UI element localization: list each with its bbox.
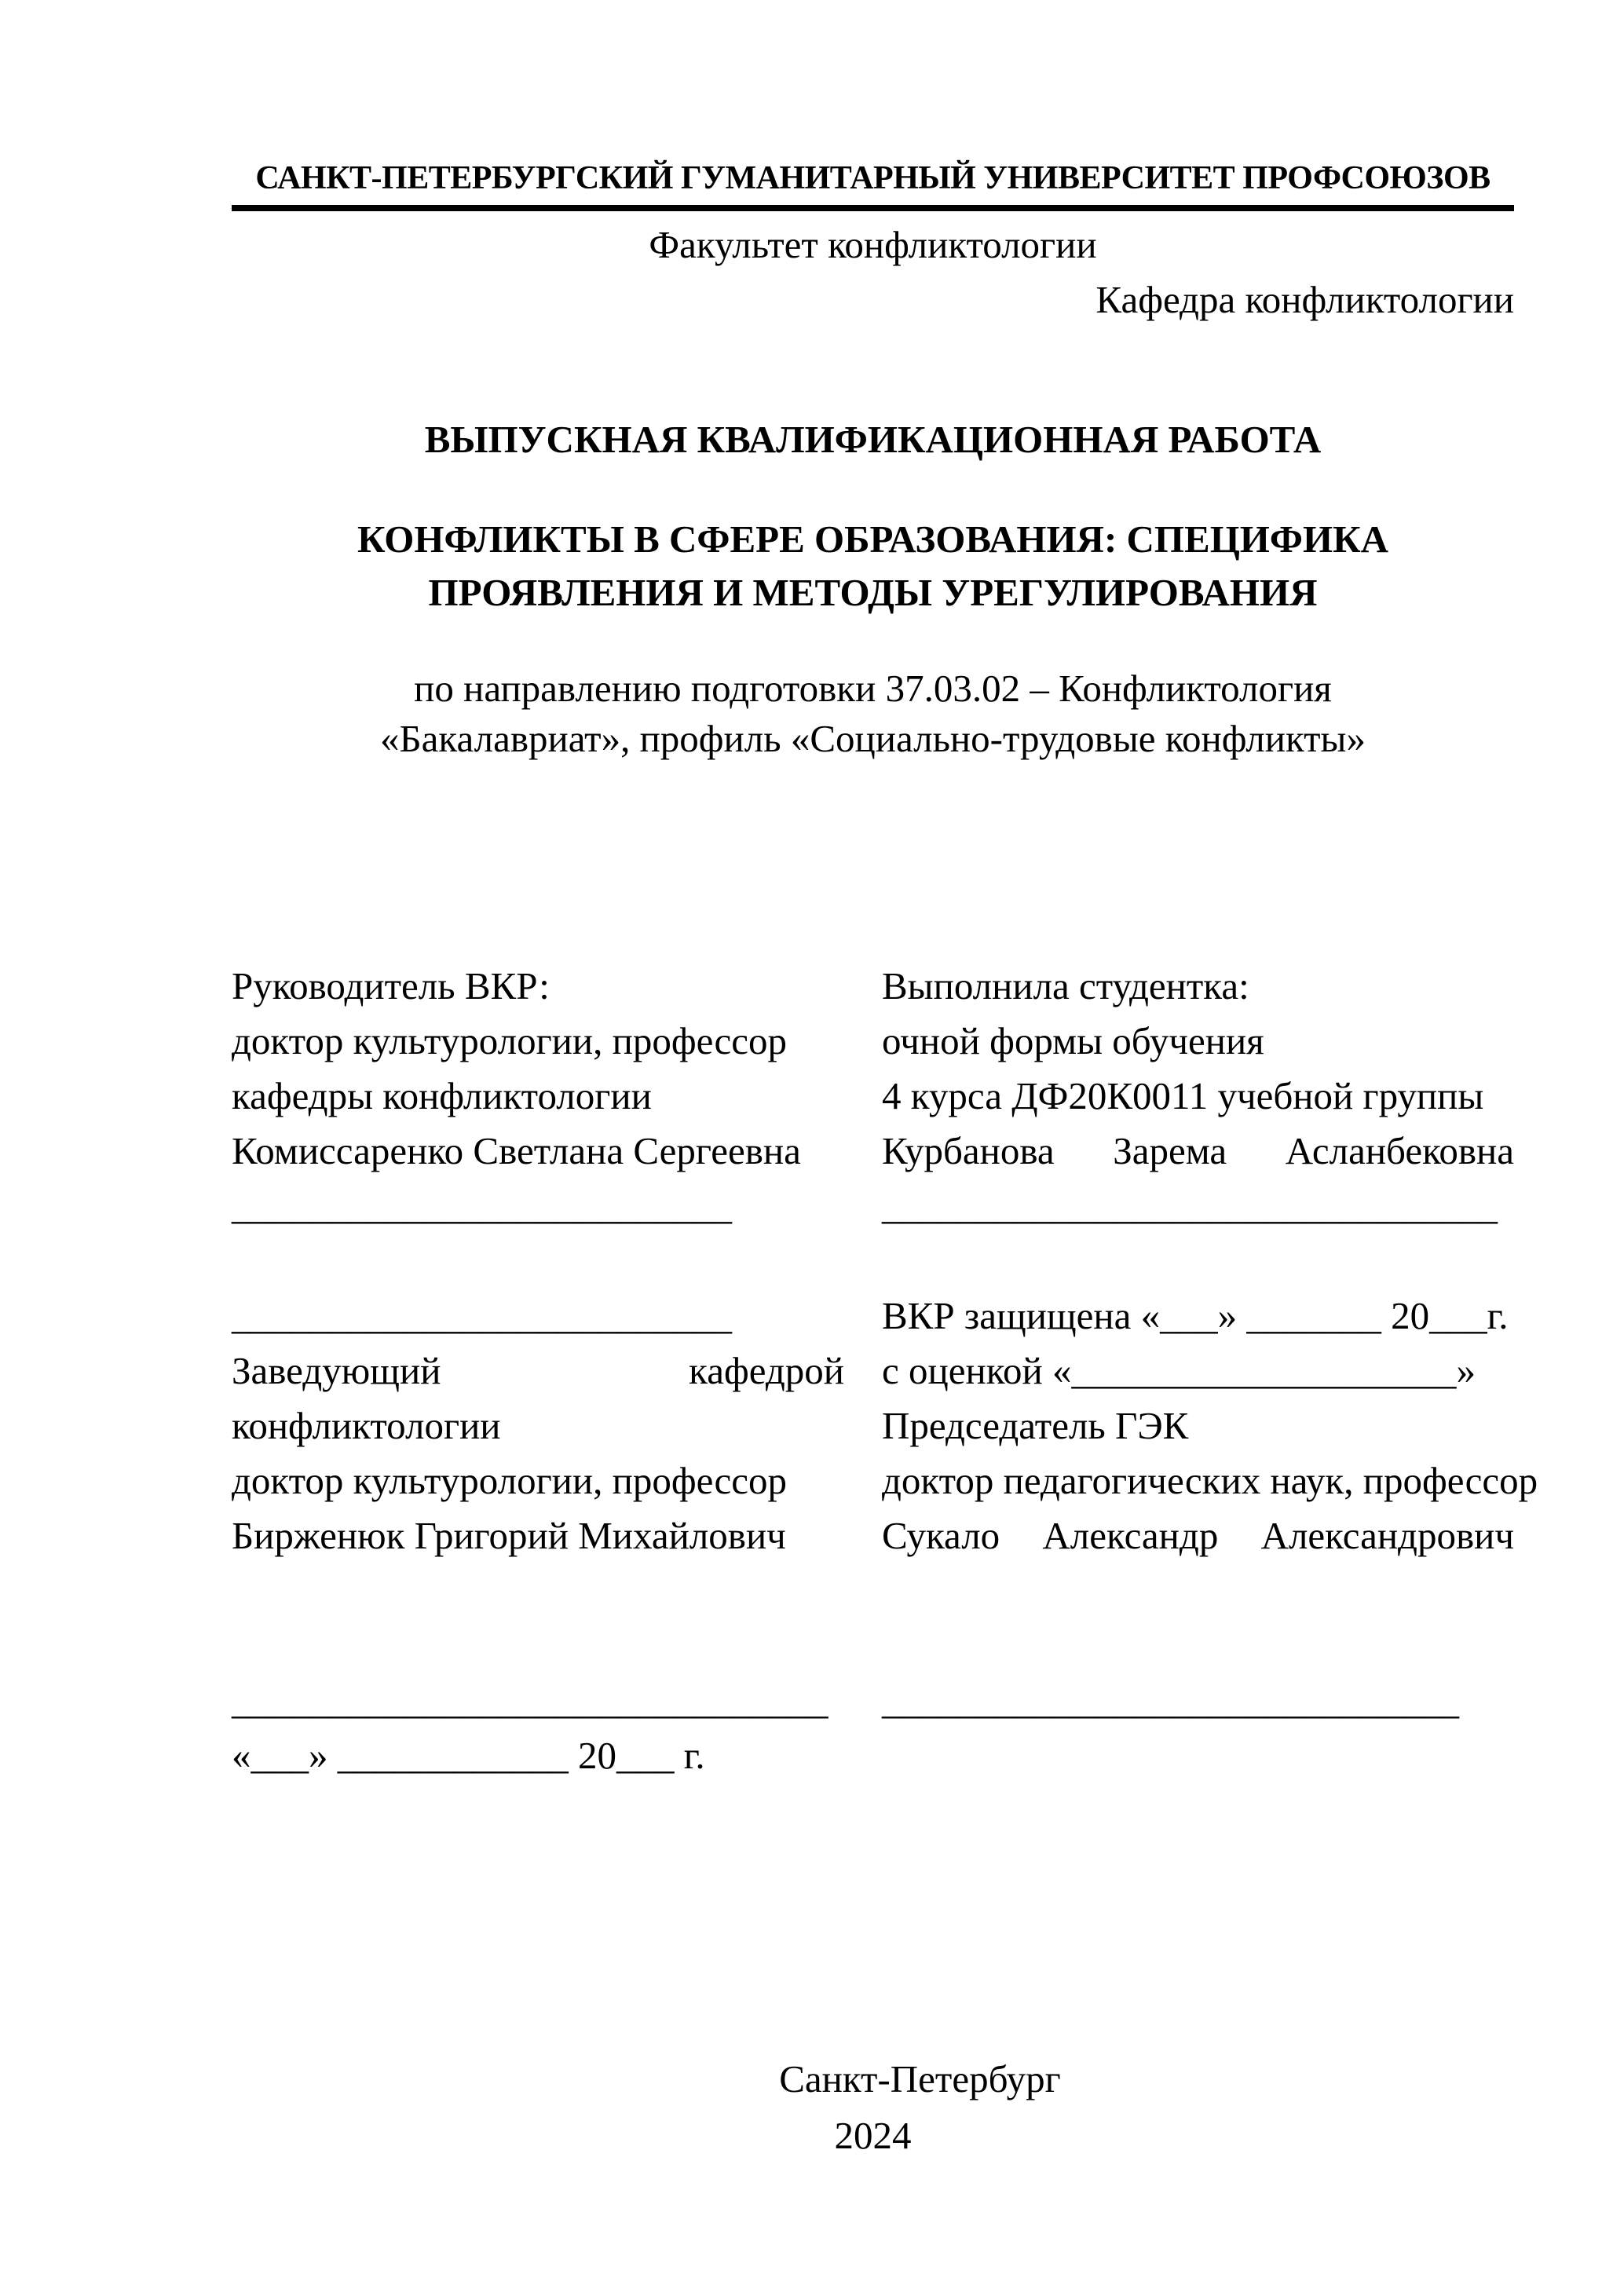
supervisor-degree: доктор культурологии, профессор [232,1019,788,1062]
study-group: 4 курса ДФ20К0011 учебной группы [882,1074,1484,1117]
gek-name [882,1508,1514,1563]
student-name-word-1: Курбанова [882,1129,1055,1172]
university-name: САНКТ-ПЕТЕРБУРГСКИЙ ГУМАНИТАРНЫЙ УНИВЕРСИТЕТ ПРОФСОЮЗОВ [232,159,1514,211]
date-line: «___» ____________ 20___ г. [232,1734,705,1777]
student-name [882,1124,1514,1179]
spacer-row [882,1563,1514,1618]
grade-line: с оценкой «____________________» [882,1349,1476,1392]
thesis-title [232,513,1514,620]
direction-block [232,664,1514,764]
department-line: Кафедра конфликтологии [1095,278,1514,321]
spacer-row [232,1234,844,1289]
year-line: 2024 [834,2114,912,2157]
spacer-row [232,1618,844,1673]
gek-title: Председатель ГЭК [882,1404,1189,1447]
footer-block [232,2051,1514,2164]
spacer-row [882,1234,1514,1289]
work-type-title: ВЫПУСКНАЯ КВАЛИФИКАЦИОННАЯ РАБОТА [424,418,1322,461]
student-signature-line: ________________________________ [882,1184,1498,1227]
spacer-row [232,1563,844,1618]
student-name-word-2: Зарема [1113,1129,1227,1172]
head-degree: доктор культурологии, профессор [232,1459,788,1502]
head-name: Бирженюк Григорий Михайлович [232,1514,786,1557]
study-form: очной формы обучения [882,1019,1264,1062]
head-of-chair-title [232,1344,844,1398]
head-title-word-2: кафедрой [689,1349,844,1392]
city-line: Санкт-Петербург [779,2057,1061,2100]
gek-name-word-3: Александрович [1260,1514,1514,1557]
supervisor-label: Руководитель ВКР: [232,964,550,1007]
supervisor-name: Комиссаренко Светлана Сергеевна [232,1129,801,1172]
faculty-line: Факультет конфликтологии [649,223,1097,266]
supervisor-chair: кафедры конфликтологии [232,1074,652,1117]
student-column [882,959,1538,1783]
defense-line: ВКР защищена «___» _______ 20___г. [882,1294,1509,1337]
gek-name-word-1: Сукало [882,1514,1000,1557]
spacer-row [882,1618,1514,1673]
direction-line: по направлению подготовки 37.03.02 – Конфликтология [414,667,1332,710]
signature-columns [232,959,1538,1783]
supervisor-signature-line: __________________________ [232,1184,732,1227]
supervisor-signature-line-2: __________________________ [232,1294,732,1337]
thesis-title-line1: КОНФЛИКТЫ В СФЕРЕ ОБРАЗОВАНИЯ: СПЕЦИФИКА [357,517,1389,561]
supervisor-column [232,959,844,1783]
student-name-word-3: Асланбековна [1285,1129,1514,1172]
profile-line: «Бакалавриат», профиль «Социально-трудовые конфликты» [380,717,1366,760]
head-signature-line: _______________________________ [232,1679,828,1722]
head-title-word-1: Заведующий [232,1349,441,1392]
student-label: Выполнила студентка: [882,964,1249,1007]
gek-signature-line: ______________________________ [882,1679,1459,1722]
gek-name-word-2: Александр [1042,1514,1219,1557]
gek-degree: доктор педагогических наук, профессор [882,1459,1538,1502]
thesis-title-line2: ПРОЯВЛЕНИЯ И МЕТОДЫ УРЕГУЛИРОВАНИЯ [428,571,1318,614]
head-of-chair-title-line2: конфликтологии [232,1404,501,1447]
